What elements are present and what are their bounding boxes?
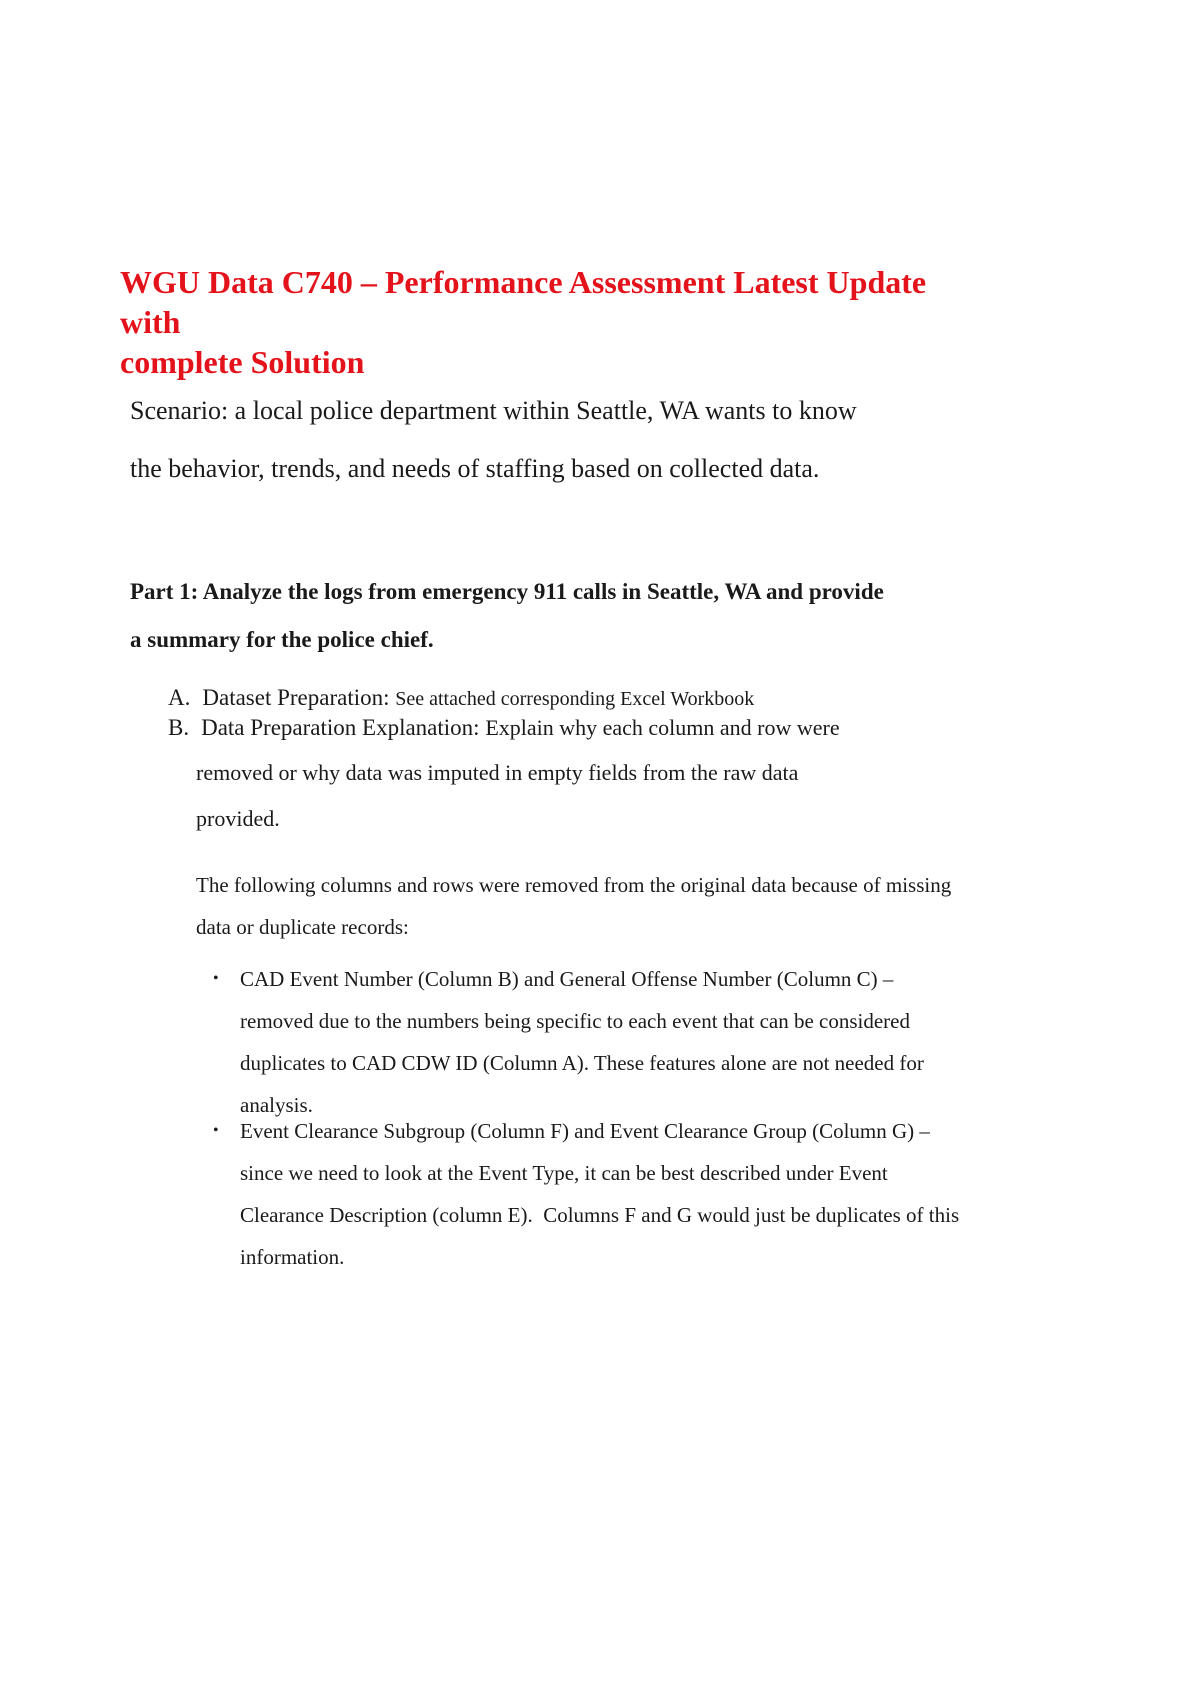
part1-heading xyxy=(130,568,1030,664)
list-item-b-line-2: removed or why data was imputed in empty fields from the raw data xyxy=(196,760,799,785)
bullet-item-1-text xyxy=(240,958,960,1126)
bullet-2-line-2: since we need to look at the Event Type, it can be best described under Event xyxy=(240,1161,888,1185)
bullet-2-line-1: Event Clearance Subgroup (Column F) and Event Clearance Group (Column G) – xyxy=(240,1119,930,1143)
explanation-line-2: data or duplicate records: xyxy=(196,915,409,939)
list-item-a-label: Dataset Preparation: xyxy=(202,685,396,710)
bullet-item-2 xyxy=(213,1110,960,1278)
list-item-b-marker: B. xyxy=(168,715,190,740)
list-item-a xyxy=(168,682,754,715)
bullet-1-line-3: duplicates to CAD CDW ID (Column A). These features alone are not needed for xyxy=(240,1051,924,1075)
explanation-paragraph xyxy=(196,864,1026,948)
part1-line-2: a summary for the police chief. xyxy=(130,627,434,652)
part1-line-1: Part 1: Analyze the logs from emergency 911 calls in Seattle, WA and provide xyxy=(130,579,884,604)
bullet-1-line-4: analysis. xyxy=(240,1093,313,1117)
bullet-2-line-3: Clearance Description (column E). Columns F and G would just be duplicates of this xyxy=(240,1203,960,1227)
bullet-icon: • xyxy=(213,1122,219,1139)
bullet-1-line-1: CAD Event Number (Column B) and General Offense Number (Column C) – xyxy=(240,967,894,991)
scenario-line-1: Scenario: a local police department within Seattle, WA wants to know xyxy=(130,396,857,425)
bullet-icon: • xyxy=(213,970,219,987)
list-item-a-marker: A. xyxy=(168,685,191,710)
bullet-item-1 xyxy=(213,958,960,1126)
explanation-line-1: The following columns and rows were removed from the original data because of missing xyxy=(196,873,952,897)
document-title xyxy=(120,262,980,382)
scenario-paragraph xyxy=(130,382,1030,498)
bullet-1-line-2: removed due to the numbers being specific to each event that can be considered xyxy=(240,1009,910,1033)
list-item-a-note: See attached corresponding Excel Workbook xyxy=(395,688,755,710)
title-line-1: WGU Data C740 – Performance Assessment Latest Update with xyxy=(120,264,935,340)
title-line-2: complete Solution xyxy=(120,344,365,380)
bullet-item-2-text xyxy=(240,1110,960,1278)
list-item-b-text: Explain why each column and row were xyxy=(485,715,840,740)
list-item-b-label: Data Preparation Explanation: xyxy=(201,715,486,740)
list-item-b-line-1 xyxy=(168,712,840,744)
bullet-2-line-4: information. xyxy=(240,1245,345,1269)
list-item-b-line-3: provided. xyxy=(196,806,280,831)
scenario-line-2: the behavior, trends, and needs of staffing based on collected data. xyxy=(130,454,820,483)
